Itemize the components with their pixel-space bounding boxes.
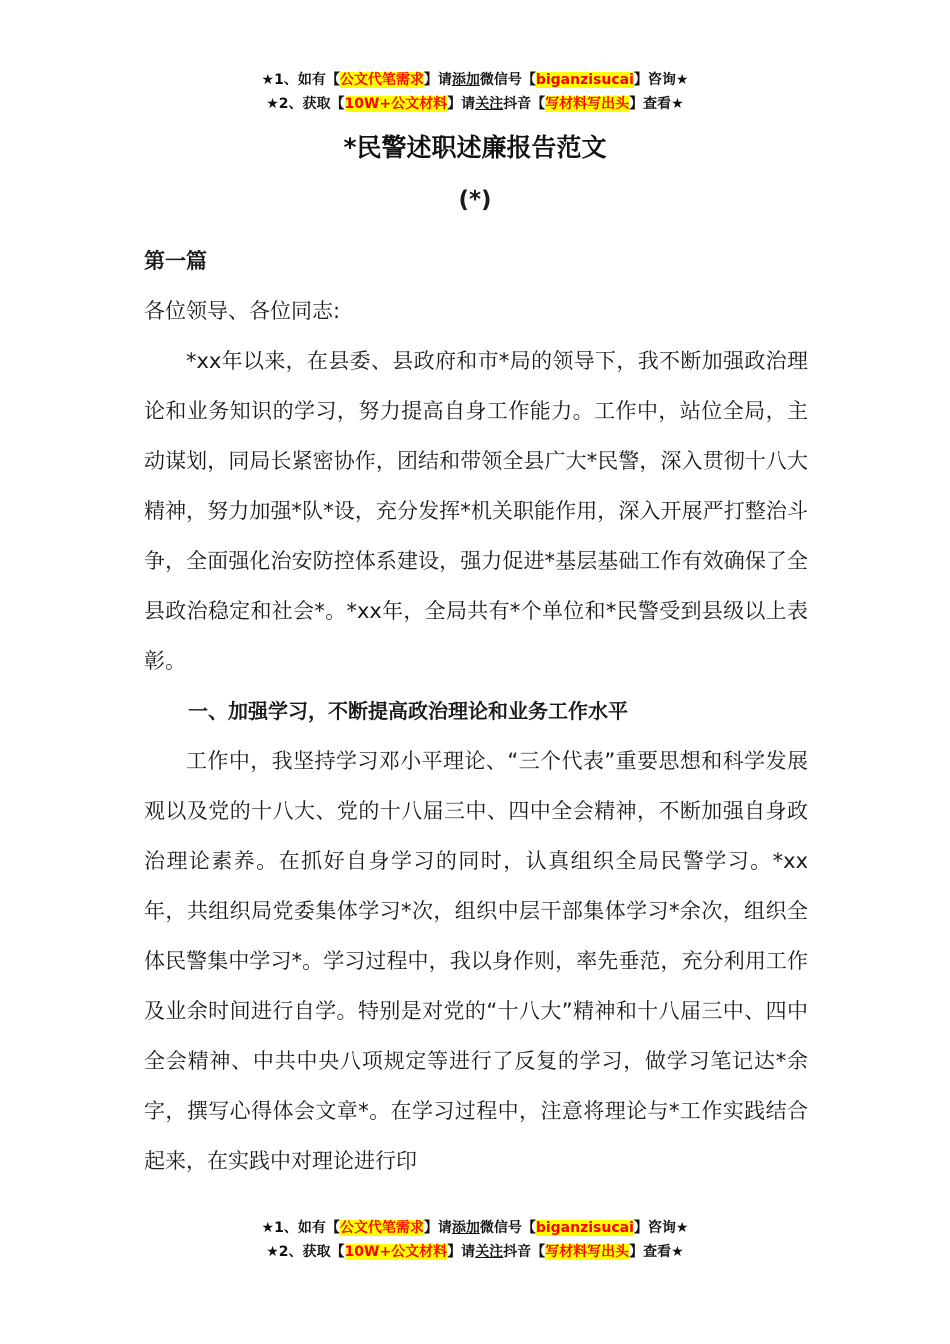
ad-text: 】请 — [447, 1244, 476, 1260]
ad-text: ★2、获取【 — [266, 1244, 345, 1260]
ad-wechat-id: biganzisucai — [535, 72, 634, 88]
ad-text: 微信号【 — [479, 72, 536, 88]
ad-text: 微信号【 — [479, 1220, 536, 1236]
paragraph: 工作中，我坚持学习邓小平理论、“三个代表”重要思想和科学发展观以及党的十八大、党的十八届三中、四中全会精神，不断加强自身政治理论素养。在抓好自身学习的同时，认真组织全局民警学习。*xx年，共组织局党委集体学习*次，组织中层干部集体学习*余次，组织全体民警集中学习*。学习过程中，我以身作则，率先垂范，充分利用工作及业余时间进行自学。特别是对党的“十八大”精神和十八届三中、四中全会精神、中共中央八项规定等进行了反复的学习，做学习笔记达*余字，撰写心得体会文章*。在学习过程中，注意将理论与*工作实践结合起来，在实践中对理论进行印 — [144, 749, 808, 1173]
ad-highlight: 10W+公文材料 — [344, 1244, 448, 1260]
ad-wechat-id: biganzisucai — [535, 1220, 634, 1236]
ad-douyin-id: 写材料写出头 — [545, 96, 630, 112]
ad-line-2 — [0, 1240, 950, 1264]
ad-line-1 — [0, 1216, 950, 1240]
ad-underlined-text: 关注 — [475, 96, 504, 112]
ad-text: ★2、获取【 — [266, 96, 345, 112]
ad-line-1 — [0, 68, 950, 92]
document-title: *民警述职述廉报告范文 — [343, 133, 607, 162]
ad-text: 】查看★ — [629, 1244, 684, 1260]
ad-text: 】咨询★ — [633, 72, 689, 88]
ad-text: 】查看★ — [629, 96, 684, 112]
ad-underlined-text: 关注 — [475, 1244, 504, 1260]
salutation: 各位领导、各位同志: — [144, 299, 341, 323]
ad-text: 】请 — [447, 96, 476, 112]
section-heading: 一、加强学习，不断提高政治理论和业务工作水平 — [188, 699, 628, 723]
ad-text: 抖音【 — [503, 96, 546, 112]
ad-underlined-text: 添加 — [451, 72, 480, 88]
ad-underlined-text: 添加 — [451, 1220, 480, 1236]
ad-douyin-id: 写材料写出头 — [545, 1244, 630, 1260]
paragraph: *xx年以来，在县委、县政府和市*局的领导下，我不断加强政治理论和业务知识的学习，努力提高自身工作能力。工作中，站位全局，主动谋划，同局长紧密协作，团结和带领全县广大*民警，深入贯彻十八大精神，努力加强*队*设，充分发挥*机关职能作用，深入开展严打整治斗争，全面强化治安防控体系建设，强力促进*基层基础工作有效确保了全县政治稳定和社会*。*xx年，全局共有*个单位和*民警受到县级以上表彰。 — [144, 349, 808, 673]
ad-line-2 — [0, 92, 950, 116]
ad-text: 抖音【 — [503, 1244, 546, 1260]
footer-ad-banner — [0, 1216, 950, 1264]
ad-text: 】请 — [423, 72, 452, 88]
ad-text: ★1、如有【 — [261, 1220, 340, 1236]
ad-highlight: 公文代笔需求 — [339, 72, 424, 88]
ad-highlight: 10W+公文材料 — [344, 96, 448, 112]
ad-highlight: 公文代笔需求 — [339, 1220, 424, 1236]
header-ad-banner — [0, 68, 950, 116]
ad-text: 】咨询★ — [633, 1220, 689, 1236]
ad-text: ★1、如有【 — [261, 72, 340, 88]
document-subtitle: (*) — [458, 187, 492, 213]
ad-text: 】请 — [423, 1220, 452, 1236]
document-body — [144, 236, 808, 1186]
section-label: 第一篇 — [144, 249, 207, 273]
